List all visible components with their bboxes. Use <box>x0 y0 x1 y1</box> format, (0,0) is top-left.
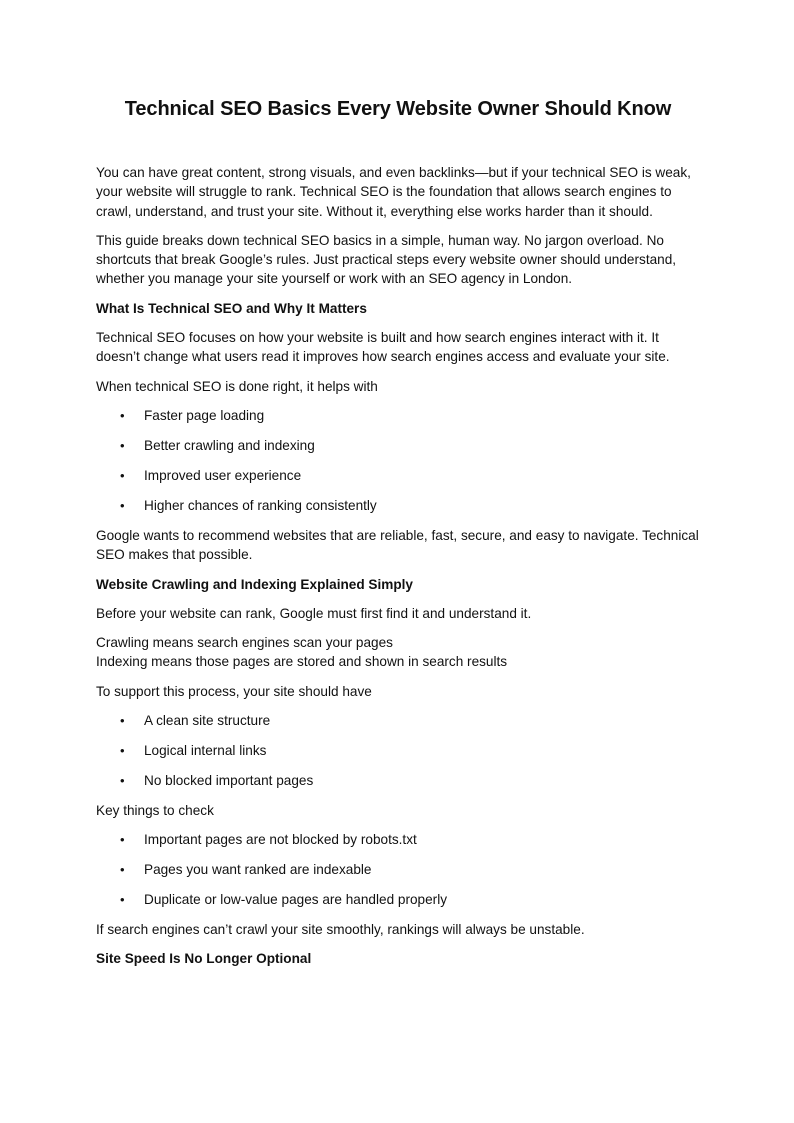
section1-paragraph-3: Google wants to recommend websites that are reliable, fast, secure, and easy to navigate. Technical SEO makes that possible. <box>96 527 699 563</box>
list-item-text: Better crawling and indexing <box>144 437 315 453</box>
list-item <box>96 466 700 485</box>
bullet-icon: • <box>120 892 125 908</box>
bullet-icon: • <box>120 712 125 728</box>
key-checks-list <box>96 830 700 909</box>
list-item <box>96 741 700 760</box>
bullet-icon: • <box>120 437 125 453</box>
list-item <box>96 830 700 849</box>
list-item-text: Faster page loading <box>144 407 265 423</box>
list-item <box>96 711 700 730</box>
section1-paragraph-2: When technical SEO is done right, it helps with <box>96 378 378 394</box>
section2-paragraph-1: Before your website can rank, Google must first find it and understand it. <box>96 605 532 621</box>
section2-paragraph-2 <box>96 633 700 672</box>
list-item-text: Improved user experience <box>144 467 302 483</box>
section1-paragraph-1: Technical SEO focuses on how your website is built and how search engines interact with it. It doesn’t change what users read it improves how search engines access and evaluate your site. <box>96 330 670 365</box>
section2-paragraph-3: To support this process, your site should have <box>96 683 372 699</box>
intro-paragraph-1: You can have great content, strong visuals, and even backlinks—but if your technical SEO is weak, your website will struggle to rank. Technical SEO is the foundation that allows search engines to crawl, understand, and trust your site. Without it, everything else works harder than it should. <box>96 165 691 219</box>
list-item-text: Pages you want ranked are indexable <box>144 862 372 878</box>
page-title: Technical SEO Basics Every Website Owner Should Know <box>124 98 672 120</box>
list-item <box>96 496 700 515</box>
list-item <box>96 406 700 425</box>
list-item-text: Logical internal links <box>144 742 267 758</box>
indexing-definition: Indexing means those pages are stored and shown in search results <box>96 654 508 670</box>
list-item <box>96 860 700 879</box>
list-item-text: Important pages are not blocked by robots.txt <box>144 832 417 848</box>
section-heading-what-is-technical-seo: What Is Technical SEO and Why It Matters <box>96 300 367 316</box>
bullet-icon: • <box>120 407 125 423</box>
list-item <box>96 436 700 455</box>
bullet-icon: • <box>120 862 125 878</box>
list-item-text: Duplicate or low-value pages are handled properly <box>144 892 448 908</box>
site-support-list <box>96 711 700 790</box>
list-item-text: Higher chances of ranking consistently <box>144 497 377 513</box>
list-item-text: No blocked important pages <box>144 772 314 788</box>
document-body <box>96 163 700 979</box>
bullet-icon: • <box>120 742 125 758</box>
section2-paragraph-5: If search engines can’t crawl your site smoothly, rankings will always be unstable. <box>96 922 585 938</box>
section1-benefits-list <box>96 406 700 515</box>
list-item-text: A clean site structure <box>144 712 271 728</box>
section2-paragraph-4: Key things to check <box>96 802 214 818</box>
crawling-definition: Crawling means search engines scan your pages <box>96 635 393 651</box>
list-item <box>96 771 700 790</box>
intro-paragraph-2: This guide breaks down technical SEO basics in a simple, human way. No jargon overload. No shortcuts that break Google’s rules. Just practical steps every website owner should understand, whether you manage your site yourself or work with an SEO agency in London. <box>96 232 677 287</box>
list-item <box>96 890 700 909</box>
section-heading-site-speed: Site Speed Is No Longer Optional <box>96 951 312 967</box>
section-heading-crawling-indexing: Website Crawling and Indexing Explained Simply <box>96 576 413 592</box>
bullet-icon: • <box>120 497 125 513</box>
bullet-icon: • <box>120 772 125 788</box>
bullet-icon: • <box>120 832 125 848</box>
bullet-icon: • <box>120 467 125 483</box>
